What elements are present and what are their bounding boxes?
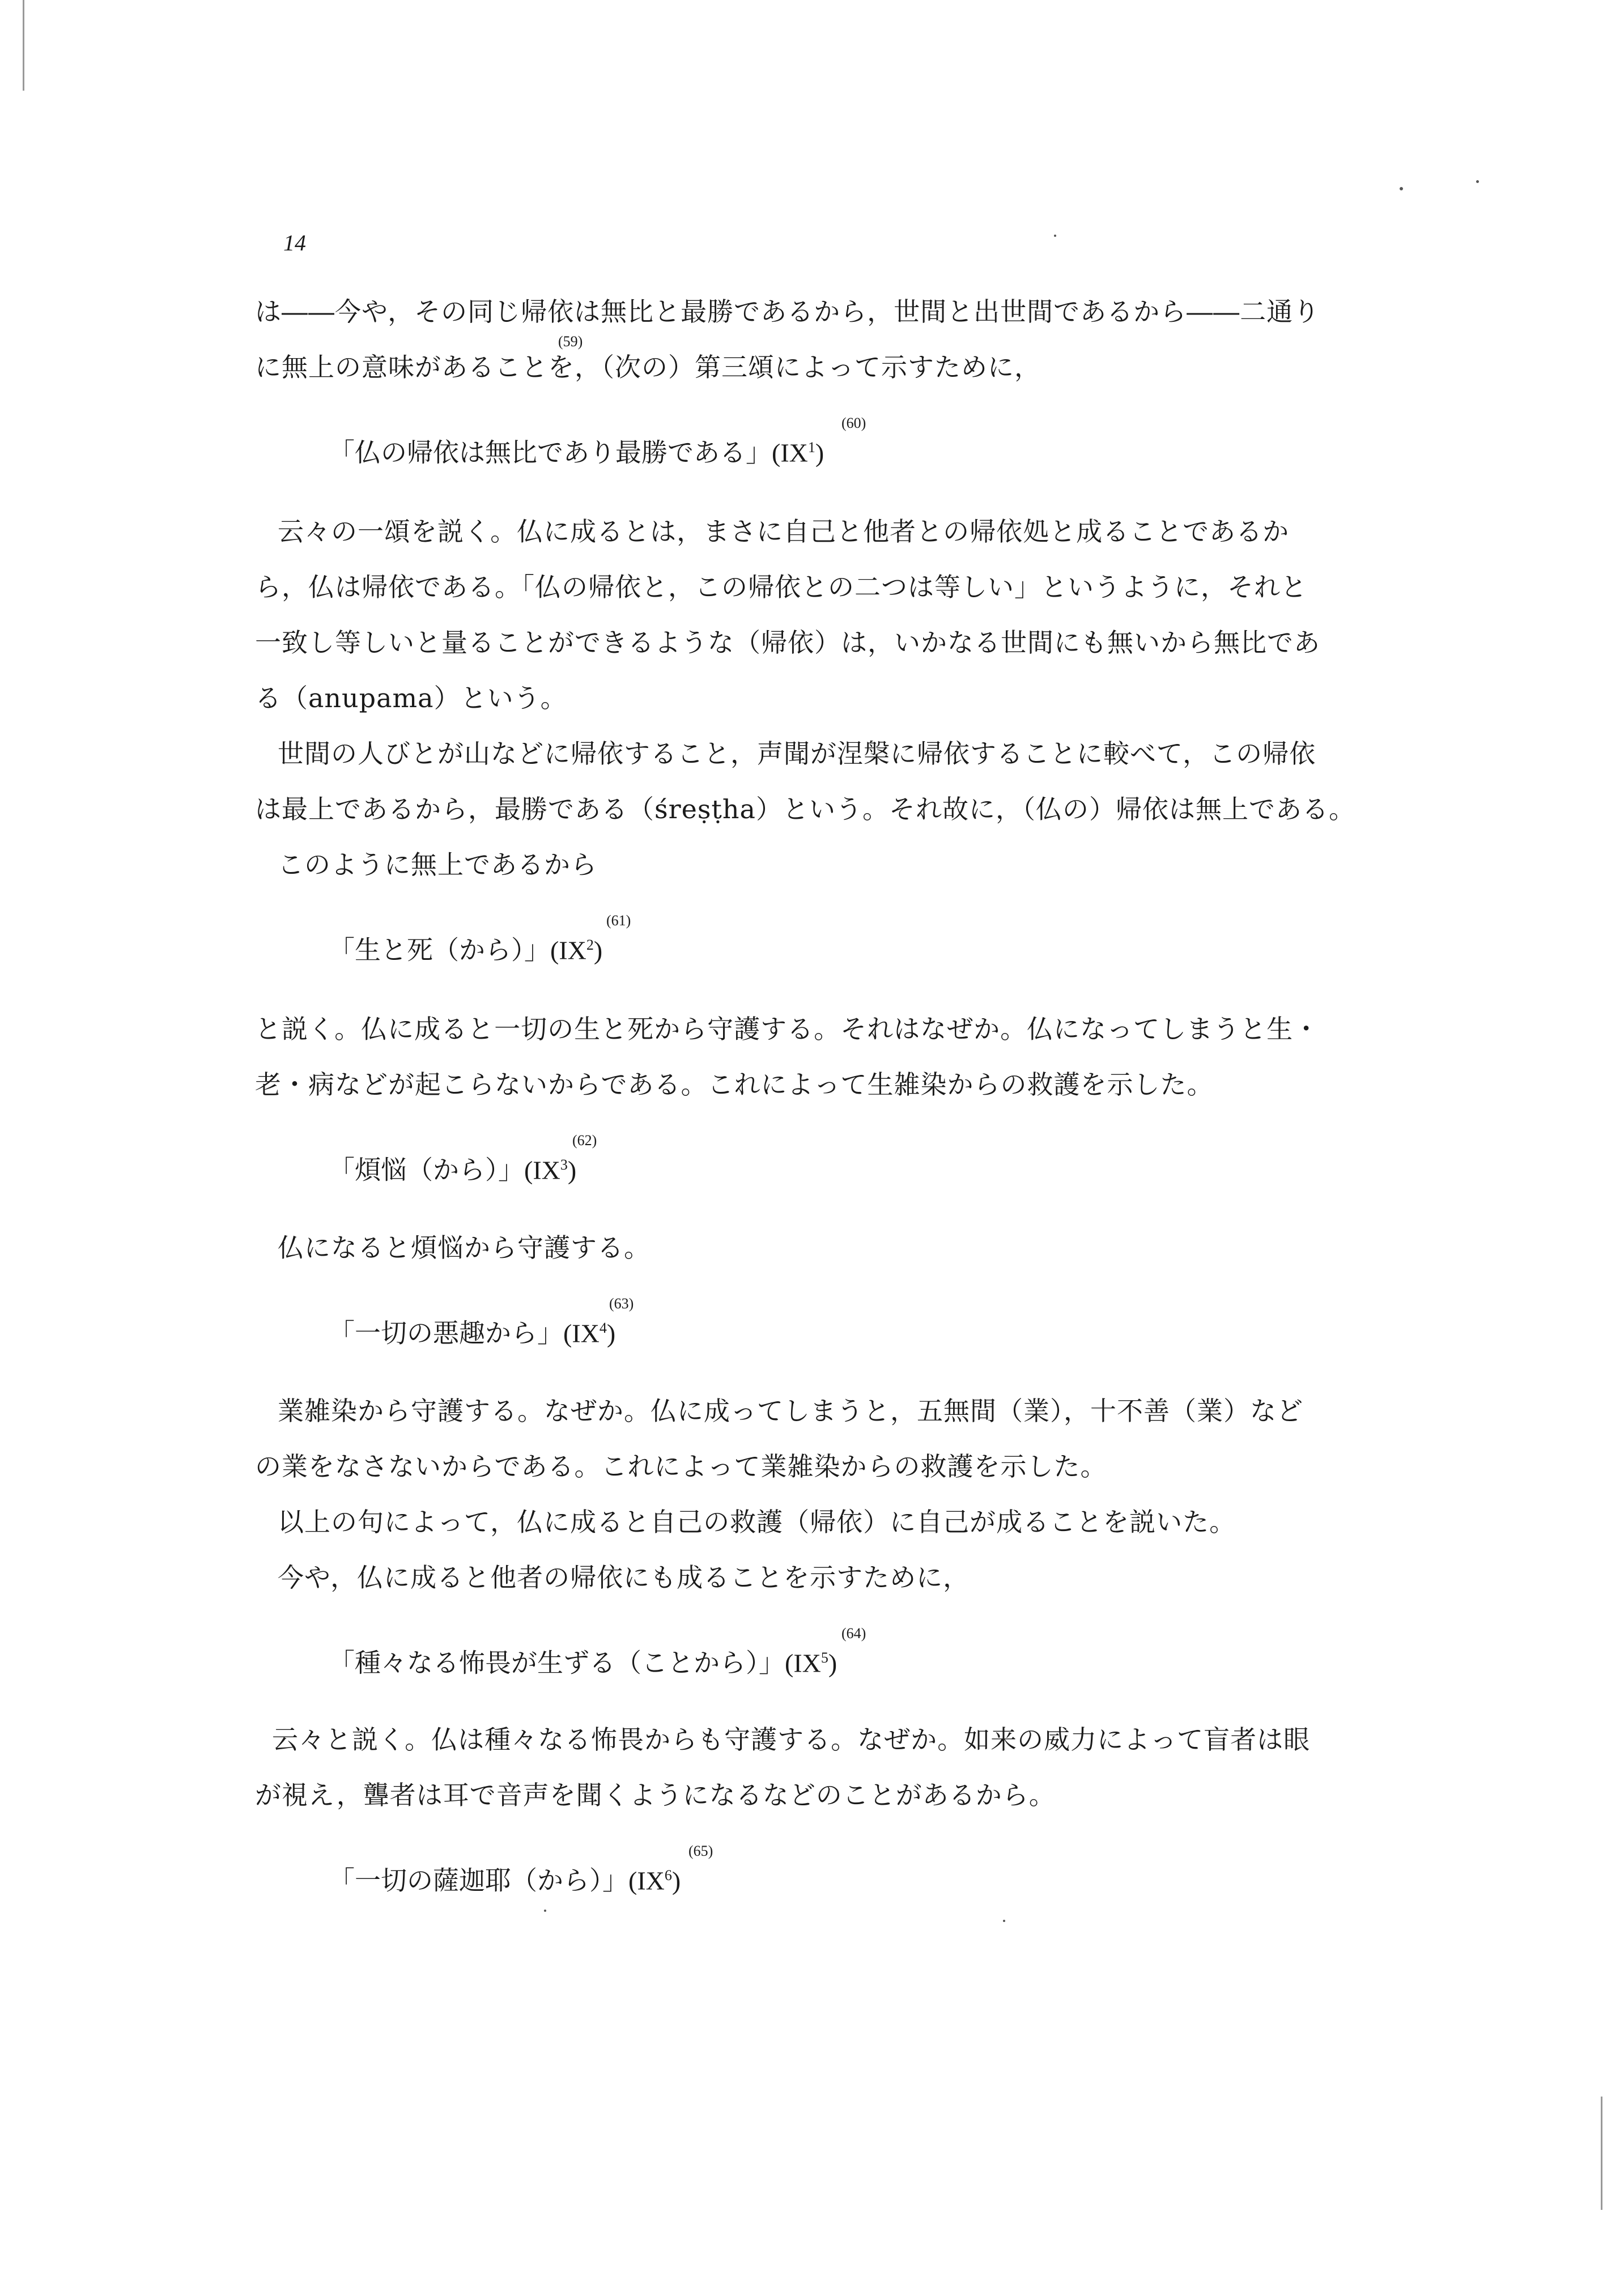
text-line-3: 云々の一頌を説く。仏に成るとは，まさに自己と他者との帰依処と成ることであるか xyxy=(278,516,1290,547)
text-line-10: と説く。仏に成ると一切の生と死から守護する。それはなぜか。仏になってしまうと生・ xyxy=(255,1014,1320,1044)
text-line-1: は――今や，その同じ帰依は無比と最勝であるから，世間と出世間であるから――二通り xyxy=(255,296,1320,327)
verse-quote-3 xyxy=(329,1148,576,1187)
verse-number: 4 xyxy=(599,1320,607,1336)
text-line-14: の業をなさないからである。これによって業雑染からの救護を示した。 xyxy=(255,1451,1107,1482)
scan-speck xyxy=(1400,187,1403,190)
verse-close-paren: ) xyxy=(828,1648,837,1678)
verse-quote-text: 「生と死（から）」 xyxy=(329,934,550,966)
verse-quote-5 xyxy=(329,1641,837,1680)
text-line-13: 業雑染から守護する。なぜか。仏に成ってしまうと，五無間（業），十不善（業）など xyxy=(278,1396,1303,1426)
verse-number: 1 xyxy=(807,439,815,456)
text-line-17: 云々と説く。仏は種々なる怖畏からも守護する。なぜか。如来の威力によって盲者は眼 xyxy=(272,1724,1311,1755)
verse-reference: (IX xyxy=(563,1319,600,1348)
footnote-marker-65: (65) xyxy=(688,1843,713,1859)
verse-close-paren: ) xyxy=(671,1866,681,1895)
text-line-6: る（anupama）という。 xyxy=(255,683,567,713)
verse-close-paren: ) xyxy=(815,438,824,467)
verse-quote-text: 「種々なる怖畏が生ずる（ことから）」 xyxy=(329,1647,785,1678)
scan-edge-mark xyxy=(1601,2097,1602,2210)
verse-number: 5 xyxy=(820,1649,828,1666)
verse-quote-text: 「一切の悪趣から」 xyxy=(329,1317,563,1349)
verse-reference: (IX xyxy=(628,1866,665,1895)
page-number: 14 xyxy=(283,230,306,256)
scan-speck xyxy=(544,1910,546,1912)
footnote-marker-59: (59) xyxy=(558,333,583,350)
verse-quote-2 xyxy=(329,928,602,967)
scan-speck xyxy=(1003,1920,1005,1922)
verse-number: 2 xyxy=(586,937,594,953)
verse-quote-text: 「煩悩（から）」 xyxy=(329,1154,524,1185)
text-line-9: このように無上であるから xyxy=(278,849,597,880)
scan-edge-mark xyxy=(23,0,24,91)
text-line-4: ら，仏は帰依である。「仏の帰依と，この帰依との二つは等しい」というように，それと xyxy=(255,572,1307,602)
verse-close-paren: ) xyxy=(567,1155,577,1185)
text-line-18: が視え，聾者は耳で音声を聞くようになるなどのことがあるから。 xyxy=(255,1780,1056,1810)
verse-number: 6 xyxy=(664,1867,672,1883)
verse-quote-text: 「仏の帰依は無比であり最勝である」 xyxy=(329,437,772,468)
text-line-12: 仏になると煩悩から守護する。 xyxy=(278,1232,651,1263)
text-line-7: 世間の人びとが山などに帰依すること，声聞が涅槃に帰依することに較べて，この帰依 xyxy=(278,738,1316,769)
scan-speck xyxy=(1476,180,1479,183)
verse-quote-text: 「一切の薩迦耶（から）」 xyxy=(329,1865,628,1896)
footnote-marker-64: (64) xyxy=(841,1625,866,1642)
verse-close-paren: ) xyxy=(606,1319,616,1348)
verse-reference: (IX xyxy=(785,1648,821,1678)
footnote-marker-63: (63) xyxy=(609,1295,634,1312)
verse-number: 3 xyxy=(560,1156,568,1173)
text-line-8: は最上であるから，最勝である（śreṣṭha）という。それ故に，（仏の）帰依は無上である。 xyxy=(255,794,1355,824)
verse-reference: (IX xyxy=(524,1155,560,1185)
verse-quote-6 xyxy=(329,1859,681,1898)
verse-reference: (IX xyxy=(550,936,586,965)
text-line-16: 今や，仏に成ると他者の帰依にも成ることを示すために， xyxy=(278,1562,970,1593)
text-line-5: 一致し等しいと量ることができるような（帰依）は，いかなる世間にも無いから無比であ xyxy=(255,627,1320,658)
text-line-15: 以上の句によって，仏に成ると自己の救護（帰依）に自己が成ることを説いた。 xyxy=(278,1507,1236,1537)
text-line-11: 老・病などが起こらないからである。これによって生雑染からの救護を示した。 xyxy=(255,1069,1214,1100)
footnote-marker-61: (61) xyxy=(606,912,631,929)
footnote-marker-62: (62) xyxy=(572,1132,597,1149)
text-line-2: に無上の意味があることを，（次の）第三頌によって示すために， xyxy=(255,352,1041,382)
verse-close-paren: ) xyxy=(593,936,603,965)
verse-quote-1 xyxy=(329,431,824,470)
verse-quote-4 xyxy=(329,1311,615,1350)
verse-reference: (IX xyxy=(772,438,808,467)
scan-speck xyxy=(1054,235,1056,237)
footnote-marker-60: (60) xyxy=(841,415,866,431)
